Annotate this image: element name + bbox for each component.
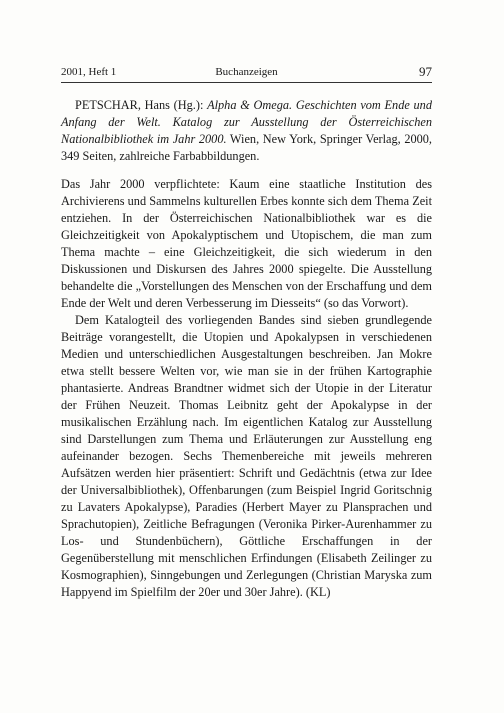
review-paragraph-1: Das Jahr 2000 verpflichtete: Kaum eine staatliche Institution des Archivierens und Sammelns kulturellen Erbes konnte sich dem Thema Zeit entziehen. In der Österreichischen Nationalbibliothek war es die Gleichzeitigkeit von Apokalyptischem und Utopischem, die man zum Thema machte – eine Gleichzeitigkeit, die sich wiederum in den Diskussionen und Diskursen des Jahres 2000 spiegelte. Die Ausstellung behandelte die „Vorstellungen des Menschen von der Erschaffung und dem Ende der Welt und deren Verbesserung im Diesseits“ (so das Vorwort). — [61, 177, 432, 310]
entry-title: Alpha & Omega. Geschichten vom Ende und Anfang der Welt. Katalog zur Ausstellung der Österreichischen Nationalbibliothek im Jahr 2000. — [61, 98, 432, 146]
running-header — [61, 64, 432, 80]
header-rule — [61, 82, 432, 83]
section-label: Buchanzeigen — [215, 66, 278, 78]
entry-author: PETSCHAR, Hans (Hg.): — [75, 98, 208, 112]
review-body — [61, 176, 432, 601]
review-paragraph-2: Dem Katalogteil des vorliegenden Bandes sind sieben grundlegende Beiträge vorangestellt, die Utopien und Apokalypsen in verschiedenen Medien und unterschiedlichen Ausgestaltungen beschreiben. Jan Mokre etwa stellt bessere Welten vor, wie man sie in der frühen Kartographie phantasierte. Andreas Brandtner widmet sich der Utopie in der Literatur der Frühen Neuzeit. Thomas Leibnitz geht der Apokalypse in der musikalischen Erzählung nach. Im eigentlichen Katalog zur Ausstellung sind Darstellungen zum Thema und Erläuterungen zur Ausstellung eng aufeinander bezogen. Sechs Themenbereiche mit jeweils mehreren Aufsätzen werden hier präsentiert: Schrift und Gedächtnis (etwa zur Idee der Universalbibliothek), Offenbarungen (zum Beispiel Ingrid Goritschnig zu Lavaters Apokalypse), Paradies (Herbert Mayer zu Plansprachen und Sprachutopien), Zeitliche Befragungen (Veronika Pirker-Aurenhammer zu Los- und Stundenbüchern), Göttliche Erschaffungen in der Gegenüberstellung mit menschlichen Erfindungen (Elisabeth Zeilinger zu Kosmographien), Sinngebungen und Zerlegungen (Christian Maryska zum Happyend im Spielfilm der 20er und 30er Jahre). (KL) — [61, 313, 432, 599]
entry-publication: Wien, New York, Springer Verlag, 2000, 349 Seiten, zahlreiche Farbabbildungen. — [61, 132, 432, 163]
page-number: 97 — [419, 64, 432, 79]
issue-label: 2001, Heft 1 — [61, 66, 117, 78]
bibliographic-entry — [61, 97, 432, 165]
